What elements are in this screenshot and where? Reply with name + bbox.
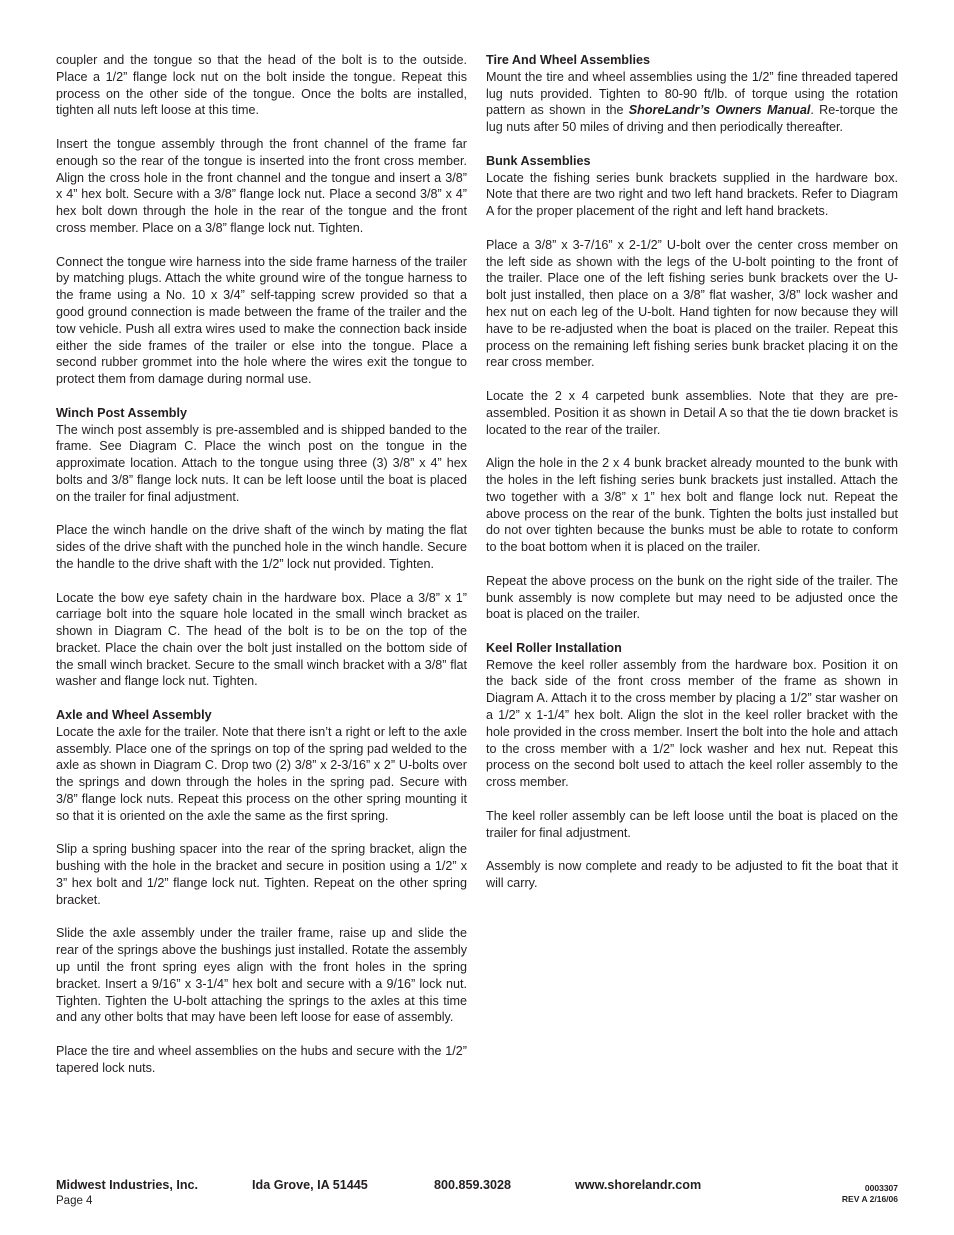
left-column bbox=[56, 52, 467, 1077]
page-footer bbox=[56, 1178, 898, 1218]
paragraph: Locate the bow eye safety chain in the hardware box. Place a 3/8” x 1” carriage bolt into the square hole located in the small winch bracket as shown in Diagram C. The head of the bolt is to be on the top of the bracket. Place the chain over the bolt just installed on the bottom side of the small winch bracket. Secure to the small winch bracket with a 3/8” flat washer and flange lock nut. Tighten. bbox=[56, 590, 467, 689]
paragraph: Slide the axle assembly under the trailer frame, raise up and slide the rear of the springs above the bushings just installed. Rotate the assembly up until the front spring eyes align with the front holes in the spring bracket. Insert a 9/16” x 3-1/4” hex bolt and secure with a 9/16” lock nut. Tighten. Tighten the U-bolt attaching the springs to the axles at this time and any other bolts that may have been left loose for ease of assembly. bbox=[56, 926, 467, 1025]
section-heading-keel-roller: Keel Roller Installation bbox=[486, 640, 622, 655]
right-column bbox=[486, 52, 898, 892]
footer-phone: 800.859.3028 bbox=[434, 1178, 512, 1192]
paragraph: Slip a spring bushing spacer into the rear of the spring bracket, align the bushing with the hole in the bracket and secure in position using a 1/2” x 3” hex bolt and 1/2” flange lock nut. Tighten. Repeat on the other spring bracket. bbox=[56, 842, 467, 907]
paragraph: Remove the keel roller assembly from the hardware box. Position it on the back side of the front cross member of the frame as shown in Diagram A. Attach it to the cross member by placing a 1/2” star washer on a 1/2” x 1-1/4” hex bolt. Align the slot in the keel roller bracket with the hole provided in the cross member. Insert the bolt into the hole and attach to the cross member with a 1/2” lock washer and hex nut. Repeat this process on the second bolt used to attach the keel roller assembly to the cross member. bbox=[486, 657, 898, 790]
document-number-block bbox=[842, 1183, 898, 1205]
section-heading-tire-wheel: Tire And Wheel Assemblies bbox=[486, 53, 651, 67]
section-heading-winch-post: Winch Post Assembly bbox=[56, 405, 187, 420]
page-number: Page 4 bbox=[56, 1195, 93, 1207]
paragraph: coupler and the tongue so that the head of the bolt is to the outside. Place a 1/2” flange lock nut on the bolt inside the tongue. Repeat this process on the other side of the tongue. Once the bolts are installed, tighten all nuts left loose at this time. bbox=[56, 53, 467, 118]
paragraph: Assembly is now complete and ready to be adjusted to fit the boat that it will carry. bbox=[486, 859, 898, 891]
paragraph: Connect the tongue wire harness into the side frame harness of the trailer by matching plugs. Attach the white ground wire of the tongue harness to the frame using a No. 10 x 3/4” self-tapping screw provided so that a good ground connection is made between the frame of the trailer and the tow vehicle. Push all extra wires used to make the connection back inside either the side frames of the trailer or else into the tongue. Place a second rubber grommet into the hole where the wires exit the tongue to protect them from damage during normal use. bbox=[56, 254, 467, 387]
paragraph: The winch post assembly is pre-assembled and is shipped banded to the frame. See Diagram C. Place the winch post on the tongue in the approximate location. Attach to the tongue using three (3) 3/8” x 4” hex bolts and 3/8” flange lock nuts. It can be left loose until the boat is placed on the trailer for final adjustment. bbox=[56, 422, 467, 504]
paragraph: Insert the tongue assembly through the front channel of the frame far enough so the rear of the tongue is inserted into the front cross member. Align the cross hole in the front channel and the tongue and insert a 3/8” x 4” hex bolt. Secure with a 3/8” flange lock nut. Place a second 3/8” x 4” hex bolt down through the hole in the rear of the tongue and the front cross member. Place on a 3/8” flange lock nut. Tighten. bbox=[56, 136, 467, 235]
paragraph: Align the hole in the 2 x 4 bunk bracket already mounted to the bunk with the holes in the left fishing series bunk brackets just installed. Attach the two together with a 3/8” x 1” hex bolt and flange lock nut. Repeat the above process on the rear of the bunk. Tighten the bolts just installed but do not over tighten because the bunks must be able to rotate to conform to the boat bottom when it is placed on the trailer. bbox=[486, 456, 898, 555]
paragraph: Place a 3/8” x 3-7/16” x 2-1/2” U-bolt over the center cross member on the left side as shown with the legs of the U-bolt pointing to the front of the trailer. Place one of the left fishing series bunk brackets over the U-bolt just installed, then place on a 3/8” flat washer, 3/8” lock washer and hex nut on each leg of the U-bolt. Hand tighten for now because they will have to be re-adjusted when the boat is placed on the trailer. Repeat this process on the remaining left fishing series bunk bracket placing it on the rear cross member. bbox=[486, 237, 898, 370]
paragraph: Place the tire and wheel assemblies on the hubs and secure with the 1/2” tapered lock nuts. bbox=[56, 1044, 467, 1075]
paragraph bbox=[486, 69, 898, 136]
paragraph: Locate the 2 x 4 carpeted bunk assemblies. Note that they are pre-assembled. Position it as shown in Detail A so that the tie down bracket is located to the rear of the trailer. bbox=[486, 388, 898, 437]
text-run: . Re-torque the lug nuts after 50 miles of driving and then periodically thereafter. bbox=[486, 103, 898, 135]
revision: REV A 2/16/06 bbox=[841, 1194, 898, 1204]
footer-company: Midwest Industries, Inc. bbox=[56, 1178, 199, 1192]
paragraph: Repeat the above process on the bunk on the right side of the trailer. The bunk assembly is now complete but may need to be adjusted once the boat is placed on the trailer. bbox=[486, 573, 898, 622]
paragraph: The keel roller assembly can be left loose until the boat is placed on the trailer for final adjustment. bbox=[486, 808, 898, 840]
footer-city: Ida Grove, IA 51445 bbox=[252, 1178, 368, 1192]
paragraph: Locate the axle for the trailer. Note that there isn’t a right or left to the axle assembly. Place one of the springs on top of the spring pad welded to the axle as shown in Diagram C. Drop two (2) 3/8” x 2-3/16” x 2” U-bolts over the springs and down through the holes in the spring pad. Secure with 3/8” flange lock nuts. Repeat this process on the other spring mounting it so that it is oriented on the axle the same as the first spring. bbox=[56, 724, 467, 823]
text-run: Mount the tire and wheel assemblies using the 1/2” fine threaded tapered lug nuts provided. Tighten to 80-90 ft/lb. of torque using the rotation pattern as shown in the bbox=[486, 69, 898, 118]
manual-title: ShoreLandr’s Owners Manual bbox=[628, 103, 811, 118]
paragraph: Place the winch handle on the drive shaft of the winch by mating the flat sides of the drive shaft with the punched hole in the winch handle. Secure the handle to the drive shaft with the 1/2” lock nut provided. Tighten. bbox=[56, 523, 467, 571]
section-heading-bunk: Bunk Assemblies bbox=[486, 153, 591, 168]
paragraph: Locate the fishing series bunk brackets supplied in the hardware box. Note that there are two right and two left hand brackets. Refer to Diagram A for the proper placement of the right and left hand brackets. bbox=[486, 170, 898, 219]
section-heading-axle-wheel: Axle and Wheel Assembly bbox=[56, 708, 212, 723]
footer-website: www.shorelandr.com bbox=[575, 1178, 702, 1192]
document-number: 0003307 bbox=[864, 1183, 898, 1193]
